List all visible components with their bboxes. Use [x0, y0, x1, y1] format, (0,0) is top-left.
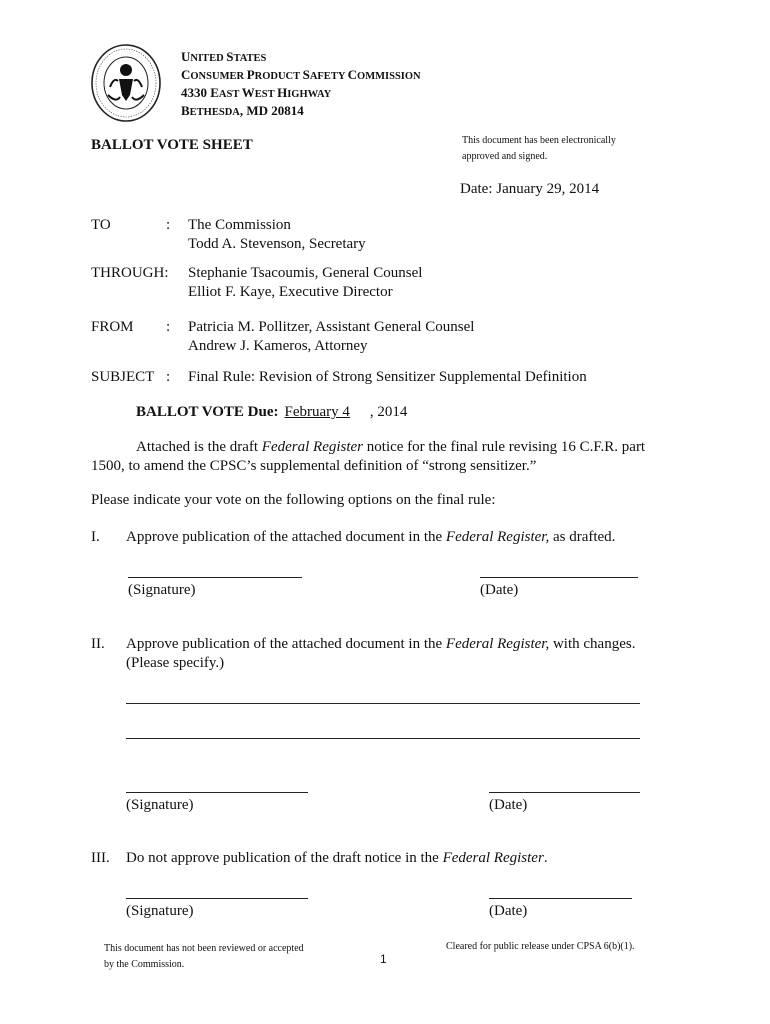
option-3-signature-line[interactable]	[126, 898, 308, 899]
option-1-signature-label: (Signature)	[128, 582, 196, 598]
option-1-date-label: (Date)	[480, 582, 519, 598]
page-number: 1	[380, 952, 387, 966]
option-2-date-line[interactable]	[489, 792, 640, 793]
option-3-date-label: (Date)	[489, 903, 528, 919]
subject-label: SUBJECT	[91, 369, 155, 385]
ballot-due-label: BALLOT VOTE Due:	[136, 404, 279, 420]
vote-instructions: Please indicate your vote on the following options on the final rule:	[91, 492, 496, 508]
from-label: FROM	[91, 319, 134, 335]
agency-address-line2: BETHESDA, MD 20814	[181, 103, 304, 118]
option-3-number: III.	[91, 850, 110, 866]
e-signed-note-line2: approved and signed.	[462, 151, 548, 162]
to-line1: The Commission	[188, 217, 291, 233]
body-paragraph-line2: 1500, to amend the CPSC’s supplemental definition of “strong sensitizer.”	[91, 458, 537, 474]
option-3-signature-label: (Signature)	[126, 903, 194, 919]
subject-text: Final Rule: Revision of Strong Sensitizer Supplemental Definition	[188, 369, 587, 385]
from-colon: :	[166, 319, 171, 335]
body-paragraph-line1: Attached is the draft Federal Register notice for the final rule revising 16 C.F.R. part	[136, 439, 646, 455]
document-title: BALLOT VOTE SHEET	[91, 137, 253, 153]
agency-address-line1: 4330 EAST WEST HIGHWAY	[181, 85, 332, 100]
footer-disclaimer-line2: by the Commission.	[104, 959, 185, 970]
option-2-changes-line1[interactable]	[126, 703, 640, 704]
document-date: Date: January 29, 2014	[460, 181, 600, 197]
option-2-text-line2: (Please specify.)	[126, 655, 225, 671]
option-1-text: Approve publication of the attached document in the Federal Register, as drafted.	[126, 529, 616, 545]
to-label: TO	[91, 217, 111, 233]
to-colon: :	[166, 217, 171, 233]
option-1-number: I.	[91, 529, 100, 545]
agency-name-line1: UNITED STATES	[181, 49, 267, 64]
ballot-due	[136, 403, 407, 422]
option-2-date-label: (Date)	[489, 797, 528, 813]
ballot-due-year: , 2014	[369, 404, 408, 420]
cpsc-seal	[90, 43, 162, 123]
agency-name-line2: CONSUMER PRODUCT SAFETY COMMISSION	[181, 67, 421, 82]
option-1-signature-line[interactable]	[128, 577, 302, 578]
option-2-text: Approve publication of the attached document in the Federal Register, with changes.	[126, 636, 636, 652]
option-3-text: Do not approve publication of the draft notice in the Federal Register.	[126, 850, 548, 866]
option-2-signature-line[interactable]	[126, 792, 308, 793]
option-2-number: II.	[91, 636, 105, 652]
option-2-signature-label: (Signature)	[126, 797, 194, 813]
through-line1: Stephanie Tsacoumis, General Counsel	[188, 265, 423, 281]
footer-release-note: Cleared for public release under CPSA 6(b)(1).	[446, 941, 635, 952]
from-line1: Patricia M. Pollitzer, Assistant General Counsel	[188, 319, 475, 335]
through-label: THROUGH:	[91, 265, 169, 281]
from-line2: Andrew J. Kameros, Attorney	[188, 338, 368, 354]
to-line2: Todd A. Stevenson, Secretary	[188, 236, 366, 252]
through-line2: Elliot F. Kaye, Executive Director	[188, 284, 393, 300]
e-signed-note-line1: This document has been electronically	[462, 135, 616, 146]
option-2-changes-line2[interactable]	[126, 738, 640, 739]
footer-disclaimer-line1: This document has not been reviewed or accepted	[104, 943, 304, 954]
ballot-due-date: February 4	[284, 404, 350, 420]
subject-colon: :	[166, 369, 171, 385]
option-1-date-line[interactable]	[480, 577, 638, 578]
option-3-date-line[interactable]	[489, 898, 632, 899]
